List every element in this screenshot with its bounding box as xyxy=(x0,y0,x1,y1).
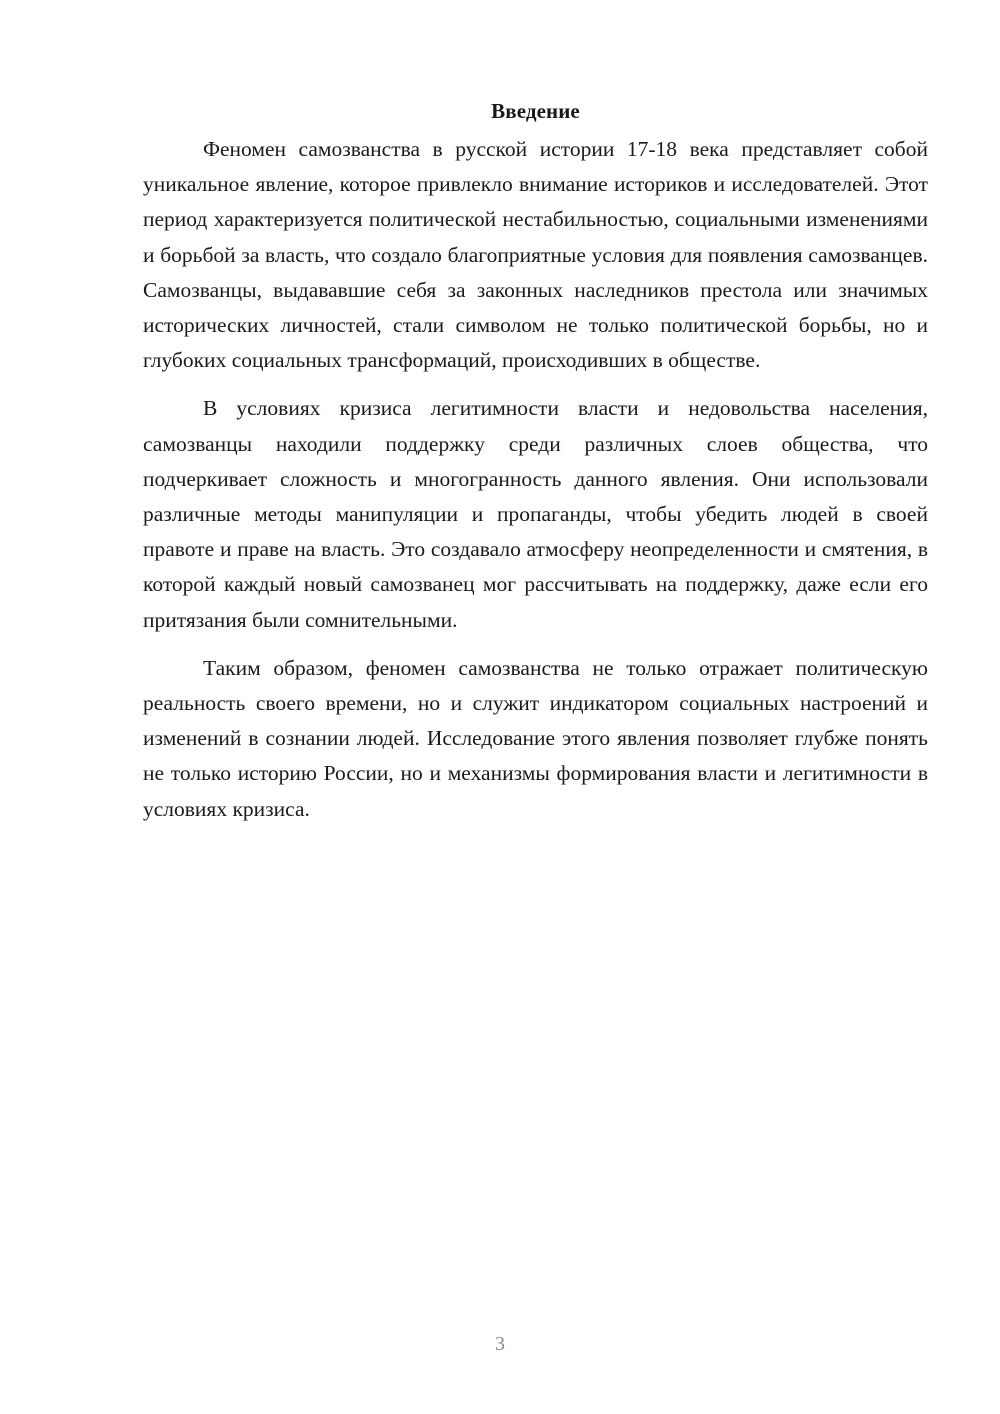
paragraph-2: В условиях кризиса легитимности власти и недовольства населения, самозванцы находили поддержку среди различных слоев общества, что подчеркивает сложность и многогранность данного явления. Они использовали различные методы манипуляции и пропаганды, чтобы убедить людей в своей правоте и праве на власть. Это создавало атмосферу неопределенности и смятения, в которой каждый новый самозванец мог рассчитывать на поддержку, даже если его притязания были сомнительными. xyxy=(143,396,928,632)
paragraph-3: Таким образом, феномен самозванства не только отражает политическую реальность своего времени, но и служит индикатором социальных настроений и изменений в сознании людей. Исследование этого явления позволяет глубже понять не только историю России, но и механизмы формирования власти и легитимности в условиях кризиса. xyxy=(143,655,928,821)
document-body xyxy=(143,96,928,840)
section-heading: Введение xyxy=(491,99,580,123)
page-number: 3 xyxy=(495,1333,505,1355)
paragraph-1: Феномен самозванства в русской истории 17-18 века представляет собой уникальное явление, которое привлекло внимание историков и исследователей. Этот период характеризуется политической нестабильностью, социальными изменениями и борьбой за власть, что создало благоприятные условия для появления самозванцев. Самозванцы, выдававшие себя за законных наследников престола или значимых исторических личностей, стали символом не только политической борьбы, но и глубоких социальных трансформаций, происходивших в обществе. xyxy=(143,137,928,373)
